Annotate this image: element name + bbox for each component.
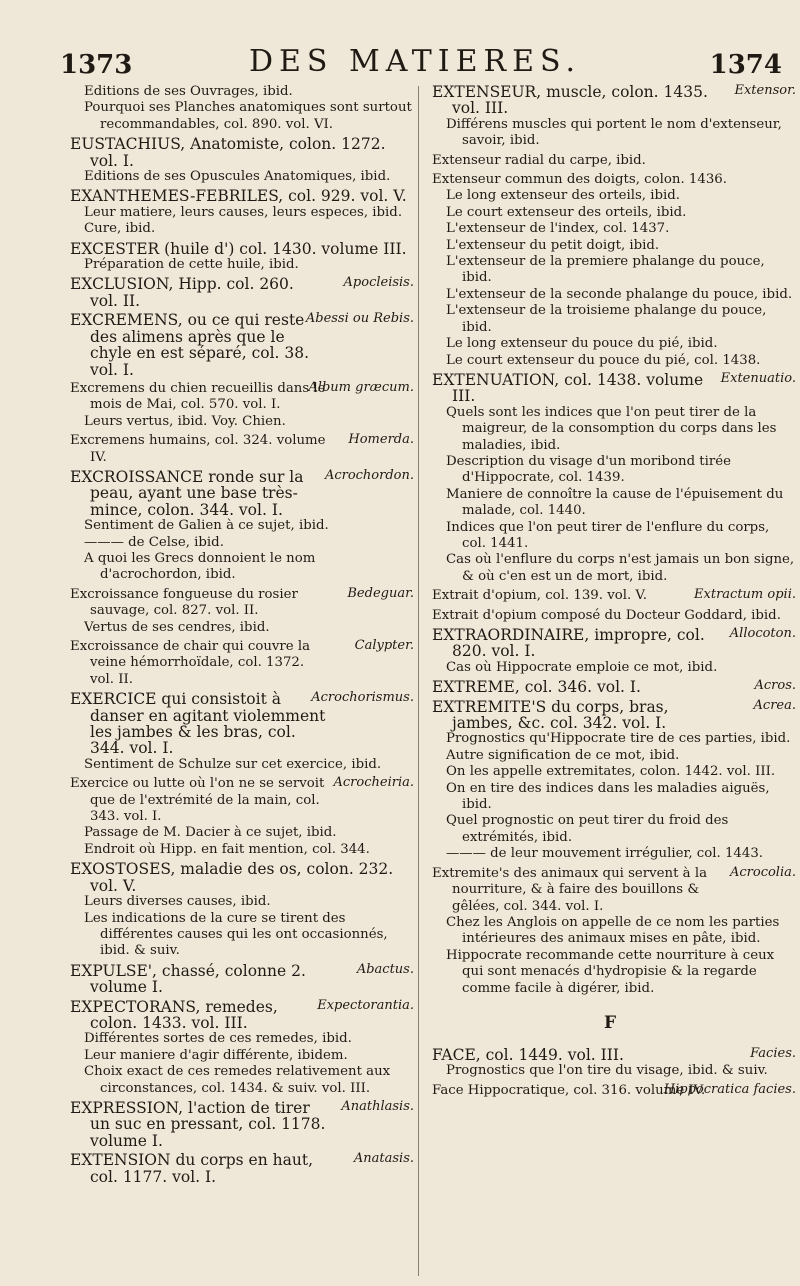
entry-subline: Editions de ses Opuscules Anatomiques, ibid. bbox=[84, 169, 391, 185]
running-title: DES MATIERES. bbox=[248, 44, 582, 79]
entry-heading: Extenseur commun des doigts, colon. 1436. bbox=[432, 172, 727, 188]
entry-subline: Description du visage d'un moribond tirée d'Hippocrate, col. 1439. bbox=[446, 453, 731, 486]
index-entry bbox=[62, 999, 414, 1097]
entry-subline: Hippocrate recommande cette nourriture à ceux qui sont menacés d'hydropisie & la regarde comme facile à digérer, ibid. bbox=[446, 947, 775, 996]
entry-subline: Quels sont les indices que l'on peut tirer de la maigreur, de la consomption du corps dans les maladies, ibid. bbox=[446, 404, 777, 453]
greek-term: Homerda. bbox=[348, 432, 414, 448]
entry-heading: Extenseur radial du carpe, ibid. bbox=[432, 152, 646, 168]
entry-heading: Extrait d'opium, col. 139. vol. V. bbox=[432, 588, 647, 604]
entry-subline: Passage de M. Dacier à ce sujet, ibid. bbox=[84, 825, 337, 841]
entry-heading: EXOSTOSES, maladie des os, colon. 232. vol. V. bbox=[70, 860, 394, 895]
greek-term: Abactus. bbox=[356, 961, 414, 977]
greek-term: Extractum opii. bbox=[694, 587, 796, 603]
entry-heading: EXERCICE qui consistoit à danser en agitant violemment les jambes & les bras, col. 344. vol. I. bbox=[70, 690, 326, 758]
entry-subline: Le court extenseur des orteils, ibid. bbox=[446, 204, 687, 220]
index-entry bbox=[62, 84, 414, 133]
page-number-left: 1373 bbox=[60, 50, 133, 80]
entry-subline: Autre signification de ce mot, ibid. bbox=[446, 747, 680, 763]
index-entry bbox=[424, 84, 796, 150]
index-entry bbox=[62, 691, 414, 773]
entry-heading: Extremite's des animaux qui servent à la nourriture, & à faire des bouillons & gêlées, col. 344. vol. I. bbox=[432, 865, 708, 914]
greek-term: Facies. bbox=[750, 1045, 796, 1061]
entry-subline: Les indications de la cure se tirent des différentes causes qui les ont occasionnés, ibid. & suiv. bbox=[84, 910, 388, 959]
right-column-e-entries bbox=[424, 84, 796, 997]
entry-subline: Prognostics qu'Hippocrate tire de ces parties, ibid. bbox=[446, 731, 791, 747]
entry-subline: Editions de ses Ouvrages, ibid. bbox=[84, 84, 293, 99]
index-entry bbox=[62, 433, 414, 466]
right-column bbox=[424, 84, 796, 1102]
entry-subline: Leurs vertus, ibid. Voy. Chien. bbox=[84, 413, 286, 429]
entry-heading: EXTREMITE'S du corps, bras, jambes, &c. col. 342. vol. I. bbox=[432, 697, 669, 733]
entry-subline: Maniere de connoître la cause de l'épuisement du malade, col. 1440. bbox=[446, 486, 784, 519]
entry-heading: Extrait d'opium composé du Docteur Goddard, ibid. bbox=[432, 607, 781, 623]
index-entry bbox=[62, 241, 414, 274]
greek-term: Extensor. bbox=[734, 83, 796, 98]
entry-heading: EXCESTER (huile d') col. 1430. volume III. bbox=[70, 239, 407, 258]
entry-subline: Le long extenseur du pouce du pié, ibid. bbox=[446, 336, 718, 352]
entry-subline: Endroit où Hipp. en fait mention, col. 344. bbox=[84, 841, 370, 857]
entry-subline: Indices que l'on peut tirer de l'enflure du corps, col. 1441. bbox=[446, 519, 770, 551]
entry-subline: ——— de Celse, ibid. bbox=[84, 534, 224, 550]
greek-term: Bedeguar. bbox=[347, 585, 414, 601]
entry-subline: L'extenseur de la premiere phalange du pouce, ibid. bbox=[446, 254, 765, 286]
index-entry bbox=[62, 963, 414, 996]
greek-term: Acros. bbox=[754, 678, 796, 694]
entry-subline: Le long extenseur des orteils, ibid. bbox=[446, 188, 681, 204]
greek-term: Acrea. bbox=[753, 697, 796, 713]
entry-subline: On les appelle extremitates, colon. 1442. vol. III. bbox=[446, 764, 776, 780]
index-entry bbox=[424, 627, 796, 676]
greek-term: Anatasis. bbox=[353, 1151, 414, 1167]
page-number-right: 1374 bbox=[709, 50, 782, 80]
entry-heading: Excroissance fongueuse du rosier sauvage, col. 827. vol. II. bbox=[70, 586, 298, 619]
entry-subline: Différentes sortes de ces remedes, ibid. bbox=[84, 1031, 352, 1047]
entry-subline: A quoi les Grecs donnoient le nom d'acrochordon, ibid. bbox=[84, 550, 316, 583]
index-entry bbox=[424, 608, 796, 624]
entry-heading: Exercice ou lutte où l'on ne se servoit que de l'extrémité de la main, col. 343. vol. I. bbox=[70, 776, 325, 825]
greek-term: Acrochorismus. bbox=[311, 690, 414, 706]
index-entry bbox=[62, 188, 414, 237]
greek-term: Acrocolia. bbox=[729, 864, 796, 880]
entry-subline: Cas où l'enflure du corps n'est jamais un bon signe, & où c'en est un de mort, ibid. bbox=[446, 552, 795, 584]
entry-subline: L'extenseur de l'index, col. 1437. bbox=[446, 221, 670, 237]
entry-subline: L'extenseur du petit doigt, ibid. bbox=[446, 237, 660, 253]
greek-term: Expectorantia. bbox=[317, 997, 414, 1013]
greek-term: Anathlasis. bbox=[341, 1098, 414, 1114]
entry-subline: Le court extenseur du pouce du pié, col. 1438. bbox=[446, 352, 761, 368]
entry-heading: EXTENSEUR, muscle, colon. 1435. vol. III. bbox=[432, 83, 708, 118]
entry-subline: Choix exact de ces remedes relativement aux circonstances, col. 1434. & suiv. vol. III. bbox=[84, 1064, 391, 1096]
column-divider bbox=[418, 86, 419, 1276]
entry-subline: Pourquoi ses Planches anatomiques sont surtout recommandables, col. 890. vol. VI. bbox=[84, 100, 412, 132]
entry-subline: ——— de leur mouvement irrégulier, col. 1443. bbox=[446, 846, 764, 862]
index-entry bbox=[62, 312, 414, 378]
index-entry bbox=[424, 172, 796, 369]
index-entry bbox=[424, 153, 796, 169]
entry-heading: EXPULSE', chassé, colonne 2. volume I. bbox=[70, 961, 306, 997]
greek-term: Abessi ou Rebis. bbox=[305, 311, 414, 327]
index-entry bbox=[424, 588, 796, 604]
index-entry bbox=[62, 469, 414, 584]
index-entry bbox=[62, 1152, 414, 1185]
entry-subline: Sentiment de Galien à ce sujet, ibid. bbox=[84, 518, 329, 534]
entry-subline: Leur maniere d'agir différente, ibidem. bbox=[84, 1047, 348, 1063]
entry-heading: EXTREME, col. 346. vol. I. bbox=[432, 678, 641, 697]
entry-subline: Préparation de cette huile, ibid. bbox=[84, 257, 299, 273]
index-entry bbox=[62, 587, 414, 636]
index-entry bbox=[62, 776, 414, 858]
index-entry bbox=[424, 1047, 796, 1080]
entry-heading: Face Hippocratique, col. 316. volume IV. bbox=[432, 1082, 706, 1098]
entry-heading: Excremens du chien recueillis dans le mois de Mai, col. 570. vol. I. bbox=[70, 380, 326, 413]
greek-term: Allocoton. bbox=[729, 626, 796, 641]
index-entry bbox=[62, 639, 414, 688]
entry-subline: Cas où Hippocrate emploie ce mot, ibid. bbox=[446, 659, 718, 675]
entry-subline: Différens muscles qui portent le nom d'extenseur, savoir, ibid. bbox=[446, 116, 782, 149]
right-column-f-entries bbox=[424, 1047, 796, 1099]
entry-heading: EXCROISSANCE ronde sur la peau, ayant une base très-mince, colon. 344. vol. I. bbox=[70, 467, 304, 519]
index-entry bbox=[62, 136, 414, 185]
entry-heading: EXCREMENS, ou ce qui reste des alimens après que le chyle en est séparé, col. 38. vol. I. bbox=[70, 311, 310, 379]
entry-subline: L'extenseur de la seconde phalange du pouce, ibid. bbox=[446, 286, 793, 302]
entry-heading: EUSTACHIUS, Anatomiste, colon. 1272. vol. I. bbox=[70, 135, 386, 170]
entry-subline: Vertus de ses cendres, ibid. bbox=[84, 619, 270, 635]
index-entry bbox=[424, 1083, 796, 1099]
greek-term: Apocleisis. bbox=[343, 275, 414, 291]
index-entry bbox=[62, 1100, 414, 1149]
left-column bbox=[62, 84, 414, 1188]
index-entry bbox=[424, 679, 796, 695]
greek-term: Acrochordon. bbox=[324, 467, 414, 483]
index-entry bbox=[62, 276, 414, 309]
entry-heading: Excroissance de chair qui couvre la veine hémorrhoïdale, col. 1372. vol. II. bbox=[70, 639, 311, 687]
index-entry bbox=[424, 866, 796, 997]
entry-subline: Leurs diverses causes, ibid. bbox=[84, 894, 271, 910]
greek-term: Acrocheiria. bbox=[333, 775, 414, 791]
index-entry bbox=[424, 372, 796, 585]
entry-heading: EXTRAORDINAIRE, impropre, col. 820. vol. I. bbox=[432, 626, 705, 661]
entry-heading: EXTENSION du corps en haut, col. 1177. vol. I. bbox=[70, 1151, 314, 1186]
index-entry bbox=[62, 861, 414, 959]
page-header bbox=[0, 44, 800, 88]
index-entry bbox=[62, 381, 414, 430]
entry-heading: EXANTHEMES-FEBRILES, col. 929. vol. V. bbox=[70, 187, 407, 206]
entry-subline: L'extenseur de la troisieme phalange du pouce, ibid. bbox=[446, 303, 767, 335]
entry-subline: Quel prognostic on peut tirer du froid des extrémités, ibid. bbox=[446, 813, 729, 845]
entry-heading: EXPRESSION, l'action de tirer un suc en pressant, col. 1178. volume I. bbox=[70, 1098, 326, 1150]
entry-subline: Chez les Anglois on appelle de ce nom les parties intérieures des animaux mises en pâte, ibid. bbox=[446, 914, 780, 947]
entry-heading: EXCLUSION, Hipp. col. 260. vol. II. bbox=[70, 275, 294, 310]
entry-heading: Excremens humains, col. 324. volume IV. bbox=[70, 433, 326, 465]
entry-subline: Prognostics que l'on tire du visage, ibid. & suiv. bbox=[446, 1063, 768, 1079]
entry-heading: EXTENUATION, col. 1438. volume III. bbox=[432, 370, 704, 406]
entry-subline: On en tire des indices dans les maladies aiguës, ibid. bbox=[446, 780, 770, 813]
entry-subline: Sentiment de Schulze sur cet exercice, ibid. bbox=[84, 756, 382, 772]
entry-subline: Cure, ibid. bbox=[84, 221, 156, 237]
greek-term: Album græcum. bbox=[308, 379, 414, 395]
index-entry bbox=[424, 699, 796, 863]
entry-heading: FACE, col. 1449. vol. III. bbox=[432, 1045, 624, 1064]
entry-heading: EXPECTORANS, remedes, colon. 1433. vol. III. bbox=[70, 997, 278, 1032]
greek-term: Hippocratica facies. bbox=[663, 1081, 796, 1097]
section-letter: F bbox=[603, 1012, 617, 1033]
greek-term: Calypter. bbox=[354, 638, 414, 653]
entry-subline: Leur matiere, leurs causes, leurs especes, ibid. bbox=[84, 204, 403, 220]
greek-term: Extenuatio. bbox=[720, 370, 796, 386]
